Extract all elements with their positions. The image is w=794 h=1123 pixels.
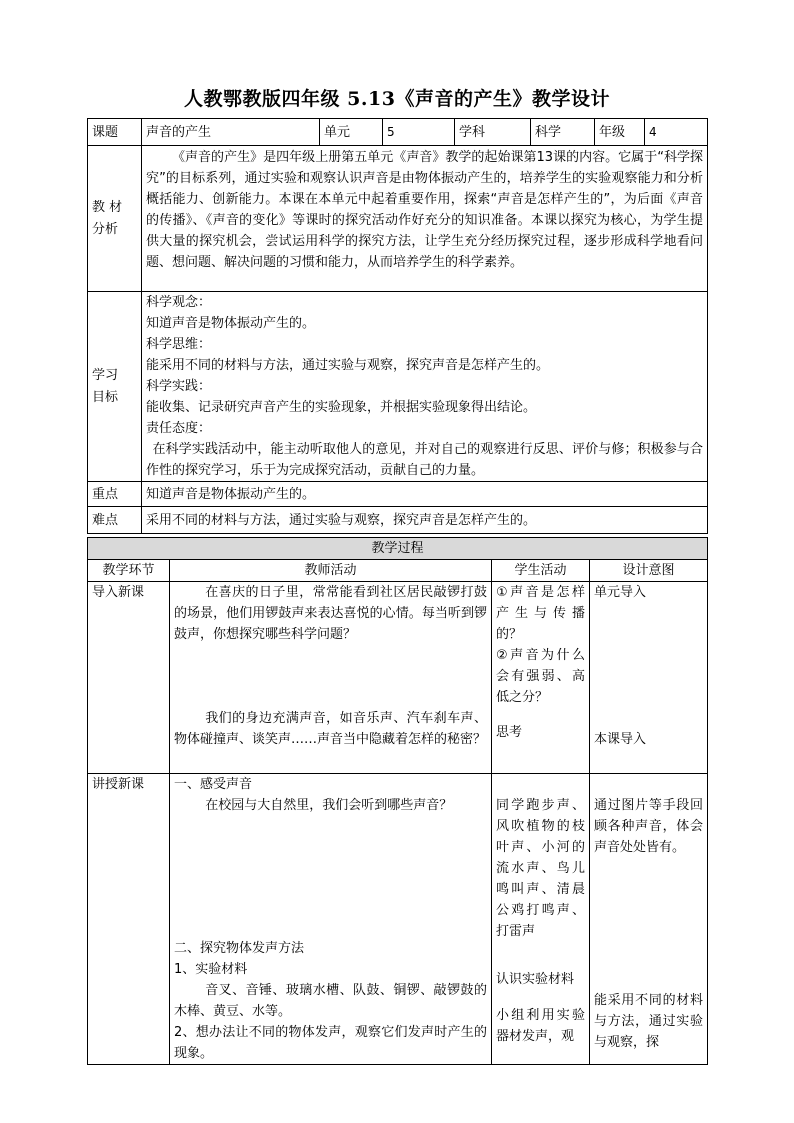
analysis-text: 《声音的产生》是四年级上册第五单元《声音》教学的起始课第13课的内容。它属于“科学探究”的目标系列，通过实验和观察认识声音是由物体振动产生的，培养学生的实验观察能力和分析概括能力、创新能力。本课在本单元中起着重要作用，探索“声音是怎样产生的”，为后面《声音的传播》、《声音的变化》等课时的探究活动作好充分的知识准备。本课以探究为核心，为学生提供大量的探究机会，尝试运用科学的探究方法，让学生充分经历探究过程，逐步形成科学地看问题、想问题、解决问题的习惯和能力，从而培养学生的科学素养。 <box>142 146 708 292</box>
intro-intent-1: 单元导入 <box>594 585 647 600</box>
goal-line: 科学观念： <box>146 295 212 310</box>
difficulty-text: 采用不同的材料与方法，通过实验与观察，探究声音是怎样产生的。 <box>142 507 708 534</box>
teach-subsection-1: 1、实验材料 <box>174 962 248 977</box>
teach-teacher <box>170 774 492 1065</box>
goal-line: 能收集、记录研究声音产生的实验现象，并根据实验现象得出结论。 <box>146 400 537 415</box>
grade-value: 4 <box>645 119 708 146</box>
key-row <box>88 482 708 507</box>
goal-line: 科学实践： <box>146 379 212 394</box>
subject-value: 科学 <box>531 119 595 146</box>
teach-row <box>88 774 708 1065</box>
difficulty-row <box>88 507 708 534</box>
intro-teacher <box>170 582 492 774</box>
intro-intent <box>590 582 708 774</box>
goals-label <box>88 292 142 482</box>
intro-teacher-text-2: 我们的身边充满声音，如音乐声、汽车刹车声、物体碰撞声、谈笑声……声音当中隐藏着怎样的秘密？ <box>174 711 487 747</box>
analysis-label-line1: 教 材 <box>92 199 123 215</box>
goals-text <box>142 292 708 482</box>
header-stage: 教学环节 <box>88 560 170 582</box>
teach-intent-2: 能采用不同的材料与方法，通过实验与观察，探 <box>594 993 704 1050</box>
process-header-row <box>88 560 708 582</box>
teach-student-1: 同学跑步声、风吹植物的枝叶声、小河的流水声、鸟儿鸣叫声、清晨公鸡打鸣声、打雷声 <box>496 798 585 939</box>
goals-row <box>88 292 708 482</box>
header-intent: 设计意图 <box>590 560 708 582</box>
document-title: 人教鄂教版四年级 5.13《声音的产生》教学设计 <box>184 88 610 110</box>
intro-student-q2: ②声音为什么会有强弱、高低之分？ <box>496 648 585 705</box>
unit-label: 单元 <box>320 119 383 146</box>
analysis-label-line2: 分析 <box>92 221 119 237</box>
goal-line: 科学思维： <box>146 337 212 352</box>
info-row <box>88 119 708 146</box>
intro-student-think: 思考 <box>496 725 523 740</box>
goals-label-line1: 学习 <box>92 367 119 383</box>
goal-line: 在科学实践活动中，能主动听取他人的意见，并对自己的观察进行反思、评价与修；积极参与合作性的探究学习，乐于为完成探究活动，贡献自己的力量。 <box>146 442 703 478</box>
intro-row <box>88 582 708 774</box>
teach-stage: 讲授新课 <box>88 774 170 1065</box>
header-student: 学生活动 <box>492 560 590 582</box>
analysis-label <box>88 146 142 292</box>
intro-intent-2: 本课导入 <box>594 732 647 747</box>
process-heading-row <box>88 538 708 560</box>
teach-task-2: 2、想办法让不同的物体发声，观察它们发声时产生的现象。 <box>174 1025 487 1061</box>
intro-stage: 导入新课 <box>88 582 170 774</box>
teach-intent <box>590 774 708 1065</box>
intro-teacher-text-1: 在喜庆的日子里，常常能看到社区居民敲锣打鼓的场景，他们用锣鼓声来表达喜悦的心情。每当听到锣鼓声，你想探究哪些科学问题？ <box>174 585 487 642</box>
teach-text-1: 在校园与大自然里，我们会听到哪些声音？ <box>205 798 453 813</box>
subject-label: 学科 <box>455 119 531 146</box>
key-label: 重点 <box>88 482 142 507</box>
teach-section-1: 一、感受声音 <box>174 777 253 792</box>
teach-materials: 音叉、音锤、玻璃水槽、队鼓、铜锣、敲锣鼓的木棒、黄豆、水等。 <box>174 983 487 1019</box>
intro-student-q1: ①声音是怎样产生与传播的？ <box>496 585 585 642</box>
goal-line: 能采用不同的材料与方法，通过实验与观察，探究声音是怎样产生的。 <box>146 358 550 373</box>
teach-section-2: 二、探究物体发声方法 <box>174 941 305 956</box>
key-text: 知道声音是物体振动产生的。 <box>142 482 708 507</box>
header-teacher: 教师活动 <box>170 560 492 582</box>
unit-value: 5 <box>383 119 455 146</box>
lesson-info-table <box>87 118 708 534</box>
teach-intent-1: 通过图片等手段回顾各种声音，体会声音处处皆有。 <box>594 798 704 855</box>
goal-line: 责任态度： <box>146 421 212 436</box>
analysis-row <box>88 146 708 292</box>
teach-student-2: 认识实验材料 <box>496 972 575 987</box>
goal-line: 知道声音是物体振动产生的。 <box>146 316 316 331</box>
course-label: 课题 <box>88 119 142 146</box>
grade-label: 年级 <box>595 119 645 146</box>
intro-student <box>492 582 590 774</box>
teach-student <box>492 774 590 1065</box>
goals-label-line2: 目标 <box>92 389 119 405</box>
teaching-process-table <box>87 537 708 1065</box>
teach-student-3: 小组利用实验器材发声，观 <box>496 1008 585 1044</box>
process-heading: 教学过程 <box>88 538 708 560</box>
course-value: 声音的产生 <box>142 119 320 146</box>
difficulty-label: 难点 <box>88 507 142 534</box>
